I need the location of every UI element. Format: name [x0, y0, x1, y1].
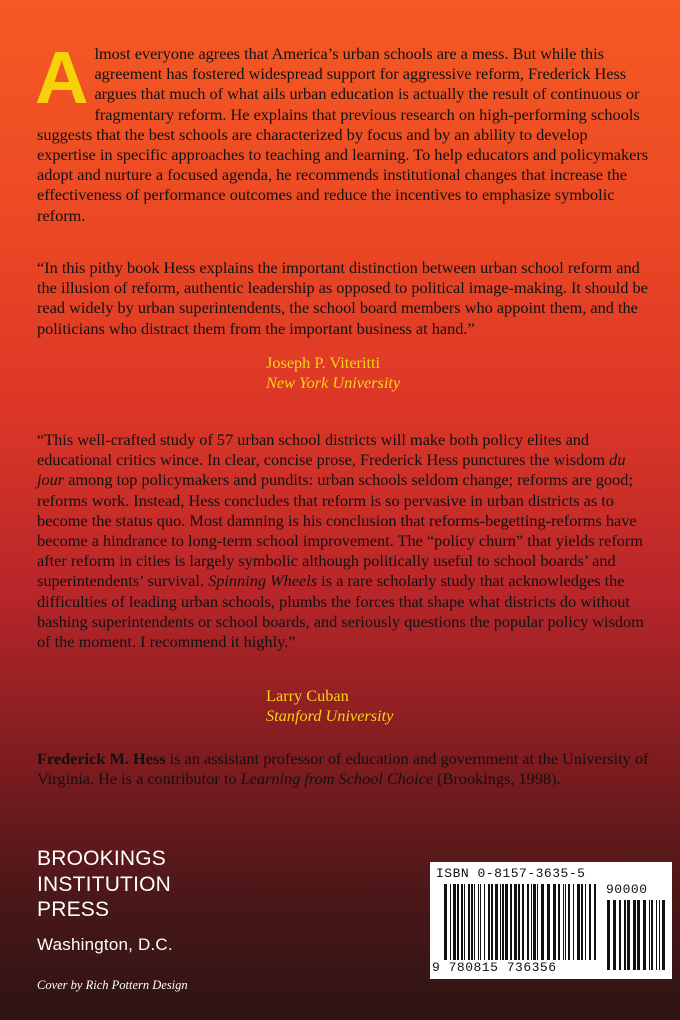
barcode-bar — [607, 900, 610, 970]
endorsement-quote-2 — [37, 430, 649, 652]
quote2-text-part2: among top policymakers and pundits: urban schools seldom change; reforms are good; reforms work. Instead, Hess concludes that reform is so pervasive in urban districts as to become the status quo. Most damning is his conclusion that reforms-begetting-reforms have become a hindrance to long-term school improvement. The “policy churn” that yields reform after reform in cities is largely symbolic although politically useful to school boards’ and superintendents’ survival. — [37, 470, 643, 591]
author-name: Frederick M. Hess — [37, 749, 166, 768]
barcode-bar — [651, 900, 653, 970]
barcode-bar — [488, 884, 490, 960]
barcode-bar — [480, 884, 481, 960]
barcode-bar — [585, 884, 586, 960]
intro-paragraph — [35, 36, 649, 226]
endorser-affiliation: Stanford University — [266, 706, 394, 725]
addon-barcode-bars — [607, 900, 665, 970]
barcode-bar — [633, 900, 636, 970]
barcode-bar — [656, 900, 657, 970]
isbn-number: ISBN 0-8157-3635-5 — [436, 866, 586, 881]
barcode-bar — [444, 884, 447, 960]
barcode-bar — [558, 884, 560, 960]
barcode-bar — [565, 884, 566, 960]
barcode-bar — [457, 884, 459, 960]
barcode-bar — [518, 884, 520, 960]
barcode-bar — [491, 884, 493, 960]
barcode-bar — [495, 884, 498, 960]
barcode-bar — [649, 900, 650, 970]
author-bio — [37, 749, 649, 789]
barcode-bar — [581, 884, 583, 960]
barcode-bar — [453, 884, 456, 960]
barcode-bar — [514, 884, 517, 960]
barcode-bar — [531, 884, 532, 960]
barcode-bar — [471, 884, 473, 960]
barcode-bar — [627, 900, 630, 970]
barcode-bar — [594, 884, 596, 960]
barcode-bar — [624, 900, 626, 970]
cover-design-credit: Cover by Rich Pottern Design — [37, 978, 188, 992]
barcode-bar — [619, 900, 621, 970]
quote2-italic-phrase: du jour — [37, 450, 626, 490]
publisher-line-2: INSTITUTION — [37, 872, 172, 896]
barcode-bar — [484, 884, 485, 960]
publisher-logo — [37, 846, 173, 957]
endorsement-attribution-1 — [266, 353, 400, 393]
barcode-bar — [577, 884, 580, 960]
intro-text: lmost everyone agrees that America’s urban schools are a mess. But while this agreement has fostered widespread support for aggressive reform, Frederick Hess argues that much of what ails urban education is actually the result of continuous or fragmentary reform. He explains that previous research on high-performing schools suggests that the best schools are characterized by focus and by an ability to develop expertise in specific approaches to teaching and learning. To help educators and policymakers adopt and nurture a focused agenda, he recommends institutional changes that increase the effectiveness of performance outcomes and reduce the incentives to emphasize symbolic reform. — [37, 44, 649, 225]
endorser-name: Joseph P. Viteritti — [266, 353, 381, 372]
barcode-bar — [500, 884, 501, 960]
ean-number: 9 780815 736356 — [432, 960, 557, 975]
barcode-bar — [505, 884, 508, 960]
barcode-bar — [541, 884, 544, 960]
endorser-name: Larry Cuban — [266, 686, 349, 705]
barcode-bar — [510, 884, 512, 960]
barcode-bar — [533, 884, 536, 960]
barcode-bar — [613, 900, 616, 970]
endorser-affiliation: New York University — [266, 373, 401, 392]
book-title-italic: Spinning Wheels — [208, 571, 318, 591]
barcode-bar — [637, 900, 640, 970]
endorsement-attribution-2 — [266, 686, 393, 726]
barcode-bar — [568, 884, 570, 960]
quote2-text-part1: “This well-crafted study of 57 urban school districts will make both policy elites and educational critics wince. In clear, concise prose, Frederick Hess punctures the wisdom — [37, 430, 610, 470]
barcode-bar — [522, 884, 524, 960]
publisher-city: Washington, D.C. — [37, 934, 173, 954]
barcode-bars — [444, 884, 599, 960]
bio-text-part2: (Brookings, 1998). — [433, 769, 561, 789]
bio-book-title: Learning from School Choice — [240, 769, 434, 789]
quote2-text-part3: is a rare scholarly study that acknowledges the difficulties of leading urban schools, plumbs the forces that shape what districts do without bashing superintendents or school boards, and seriously questions the popular policy wisdom of the moment. I recommend it highly.” — [37, 571, 644, 652]
barcode-bar — [547, 884, 550, 960]
price-addon-code: 90000 — [606, 882, 648, 897]
barcode-bar — [502, 884, 504, 960]
barcode-bar — [573, 884, 574, 960]
barcode-bar — [450, 884, 451, 960]
barcode-bar — [474, 884, 475, 960]
barcode-bar — [537, 884, 538, 960]
barcode-bar — [659, 900, 660, 970]
barcode-bar — [478, 884, 479, 960]
barcode-bar — [468, 884, 470, 960]
barcode-bar — [563, 884, 564, 960]
barcode-bar — [662, 900, 665, 970]
publisher-line-1: BROOKINGS — [37, 847, 166, 870]
barcode-bar — [553, 884, 556, 960]
barcode-bar — [464, 884, 465, 960]
drop-cap: A — [35, 36, 89, 119]
bio-text-part1: is an assistant professor of education and government at the University of Virginia. He is a contributor to — [37, 749, 649, 789]
endorsement-quote-1: “In this pithy book Hess explains the important distinction between urban school reform and the illusion of reform, authentic leadership as opposed to political image-making. It should be read widely by urban superintendents, the school board members who appoint them, and the politicians who distract them from the important business at hand.” — [37, 258, 648, 338]
barcode-bar — [643, 900, 646, 970]
isbn-barcode — [430, 862, 672, 979]
publisher-line-3: PRESS — [37, 898, 110, 921]
barcode-bar — [589, 884, 591, 960]
barcode-bar — [461, 884, 463, 960]
barcode-bar — [527, 884, 529, 960]
